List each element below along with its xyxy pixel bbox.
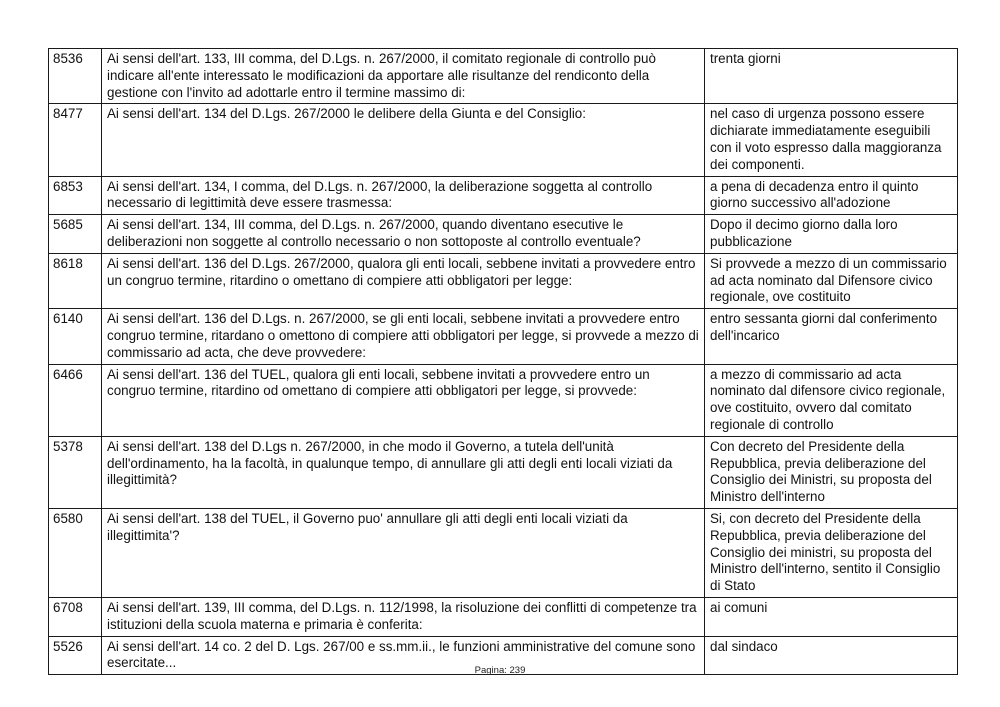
answer-text: dal sindaco — [705, 636, 958, 675]
answer-text: Con decreto del Presidente della Repubblica, previa deliberazione del Consiglio dei Ministri, su proposta del Ministro dell'interno — [705, 436, 958, 508]
question-text: Ai sensi dell'art. 134 del D.Lgs. 267/2000 le delibere della Giunta e del Consiglio: — [102, 104, 705, 176]
table-body — [49, 49, 958, 675]
question-text: Ai sensi dell'art. 138 del D.Lgs n. 267/2000, in che modo il Governo, a tutela dell'unità dell'ordinamento, ha la facoltà, in qualunque tempo, di annullare gli atti degli enti locali viziati da illegittimità? — [102, 436, 705, 508]
question-id: 6466 — [49, 364, 102, 436]
question-id: 8618 — [49, 253, 102, 308]
answer-text: Si provvede a mezzo di un commissario ad acta nominato dal Difensore civico regionale, ove costituito — [705, 253, 958, 308]
question-text: Ai sensi dell'art. 134, III comma, del D.Lgs. n. 267/2000, quando diventano esecutive le deliberazioni non soggette al controllo necessario o non sottoposte al controllo eventuale? — [102, 215, 705, 254]
question-id: 8536 — [49, 49, 102, 104]
answer-text: entro sessanta giorni dal conferimento dell'incarico — [705, 309, 958, 364]
question-id: 5526 — [49, 636, 102, 675]
answer-text: ai comuni — [705, 597, 958, 636]
answer-text: a pena di decadenza entro il quinto giorno successivo all'adozione — [705, 176, 958, 215]
question-answer-table — [48, 48, 958, 675]
table-row — [49, 309, 958, 364]
table-row — [49, 597, 958, 636]
question-text: Ai sensi dell'art. 136 del D.Lgs. n. 267/2000, se gli enti locali, sebbene invitati a provvedere entro congruo termine, ritardano o omettono di compiere atti obbligatori per legge, si provvede a mezzo di commissario ad acta, che deve provvedere: — [102, 309, 705, 364]
question-id: 8477 — [49, 104, 102, 176]
table-row — [49, 104, 958, 176]
question-id: 5378 — [49, 436, 102, 508]
answer-text: Si, con decreto del Presidente della Repubblica, previa deliberazione del Consiglio dei ministri, su proposta del Ministro dell'interno, sentito il Consiglio di Stato — [705, 508, 958, 597]
question-text: Ai sensi dell'art. 133, III comma, del D.Lgs. n. 267/2000, il comitato regionale di controllo può indicare all'ente interessato le modificazioni da apportare alle risultanze del rendiconto della gestione con l'invito ad adottarle entro il termine massimo di: — [102, 49, 705, 104]
answer-text: nel caso di urgenza possono essere dichiarate immediatamente eseguibili con il voto espresso dalla maggioranza dei componenti. — [705, 104, 958, 176]
question-text: Ai sensi dell'art. 134, I comma, del D.Lgs. n. 267/2000, la deliberazione soggetta al controllo necessario di legittimità deve essere trasmessa: — [102, 176, 705, 215]
table-row — [49, 176, 958, 215]
table-row — [49, 364, 958, 436]
table-row — [49, 436, 958, 508]
page-number: Pagina: 239 — [474, 665, 526, 676]
table-row — [49, 215, 958, 254]
answer-text: trenta giorni — [705, 49, 958, 104]
question-id: 6140 — [49, 309, 102, 364]
question-id: 5685 — [49, 215, 102, 254]
table-row — [49, 253, 958, 308]
answer-text: a mezzo di commissario ad acta nominato dal difensore civico regionale, ove costituito, ovvero dal comitato regionale di controllo — [705, 364, 958, 436]
question-id: 6708 — [49, 597, 102, 636]
question-text: Ai sensi dell'art. 136 del TUEL, qualora gli enti locali, sebbene invitati a provvedere entro un congruo termine, ritardino od omettano di compiere atti obbligatori per legge, si provvede: — [102, 364, 705, 436]
question-id: 6580 — [49, 508, 102, 597]
table-row — [49, 508, 958, 597]
question-text: Ai sensi dell'art. 136 del D.Lgs. 267/2000, qualora gli enti locali, sebbene invitati a provvedere entro un congruo termine, ritardino o omettano di compiere atti obbligatori per legge: — [102, 253, 705, 308]
question-id: 6853 — [49, 176, 102, 215]
question-text: Ai sensi dell'art. 138 del TUEL, il Governo puo' annullare gli atti degli enti locali viziati da illegittimita'? — [102, 508, 705, 597]
answer-text: Dopo il decimo giorno dalla loro pubblicazione — [705, 215, 958, 254]
question-text: Ai sensi dell'art. 139, III comma, del D.Lgs. n. 112/1998, la risoluzione dei conflitti di competenze tra istituzioni della scuola materna e primaria è conferita: — [102, 597, 705, 636]
table-row — [49, 49, 958, 104]
question-text: Ai sensi dell'art. 14 co. 2 del D. Lgs. 267/00 e ss.mm.ii., le funzioni amministrative del comune sono esercitate... — [102, 636, 705, 675]
